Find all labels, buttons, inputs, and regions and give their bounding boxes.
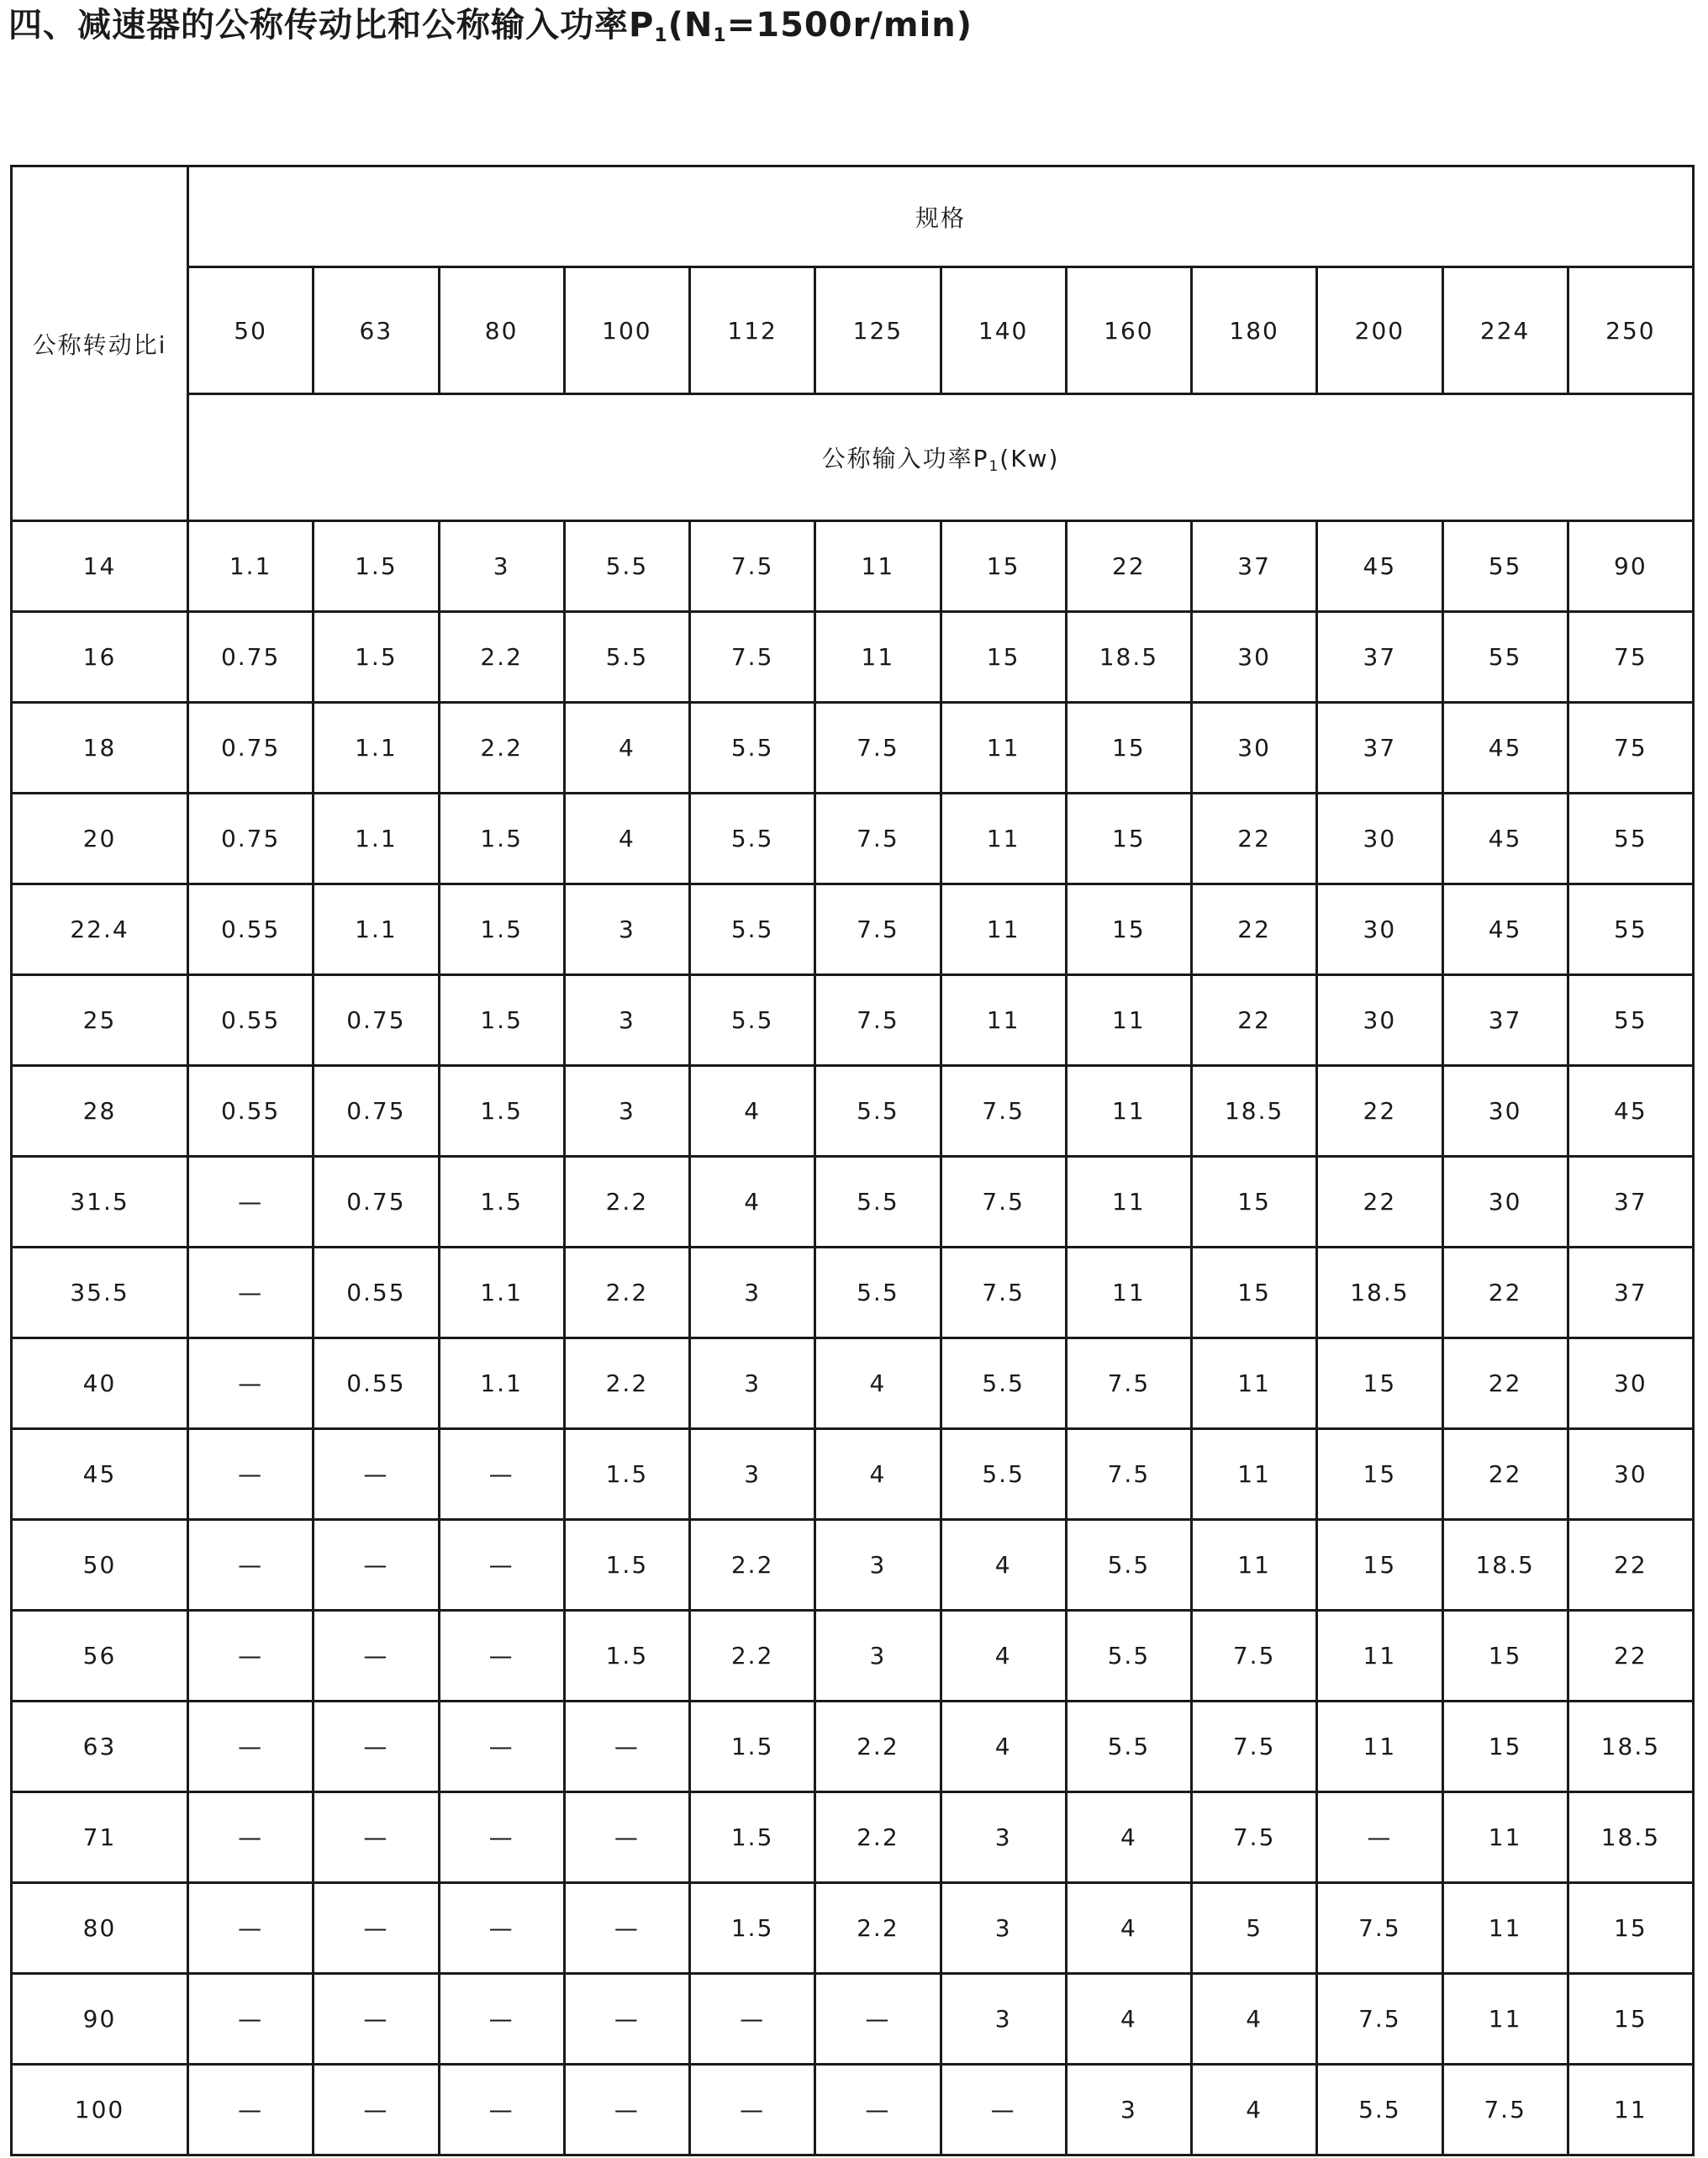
power-cell: — xyxy=(439,1429,564,1520)
ratio-cell: 50 xyxy=(12,1520,188,1611)
power-cell: 1.1 xyxy=(314,884,439,975)
power-cell: — xyxy=(1317,1792,1442,1883)
power-cell: 2.2 xyxy=(690,1520,815,1611)
power-cell: 45 xyxy=(1442,703,1568,794)
power-cell: 4 xyxy=(1066,1883,1191,1974)
power-cell: 37 xyxy=(1568,1248,1693,1338)
table-row xyxy=(12,1792,1694,1883)
table-row xyxy=(12,1520,1694,1611)
power-cell: 45 xyxy=(1442,794,1568,884)
power-cell: 45 xyxy=(1317,521,1442,612)
power-cell: 18.5 xyxy=(1192,1066,1317,1157)
power-cell: 22 xyxy=(1192,975,1317,1066)
power-cell: 0.55 xyxy=(314,1248,439,1338)
table-row xyxy=(12,1248,1694,1338)
power-cell: 4 xyxy=(941,1702,1066,1792)
power-cell: 0.75 xyxy=(314,1157,439,1248)
header-row-spec xyxy=(12,166,1694,267)
power-cell: 55 xyxy=(1568,975,1693,1066)
power-cell: — xyxy=(564,1702,689,1792)
power-cell: 3 xyxy=(564,884,689,975)
ratio-cell: 28 xyxy=(12,1066,188,1157)
table-row xyxy=(12,703,1694,794)
title-p-subscript: 1 xyxy=(654,25,668,46)
power-cell: 2.2 xyxy=(815,1792,941,1883)
power-cell: 11 xyxy=(1192,1520,1317,1611)
power-cell: 11 xyxy=(1317,1702,1442,1792)
power-cell: 2.2 xyxy=(564,1338,689,1429)
power-cell: 4 xyxy=(690,1066,815,1157)
power-cell: 1.5 xyxy=(564,1611,689,1702)
power-cell: 1.5 xyxy=(439,884,564,975)
power-cell: 22 xyxy=(1066,521,1191,612)
power-cell: — xyxy=(439,1883,564,1974)
power-cell: 37 xyxy=(1317,703,1442,794)
ratio-cell: 25 xyxy=(12,975,188,1066)
ratio-cell: 100 xyxy=(12,2065,188,2155)
power-cell: 7.5 xyxy=(1192,1702,1317,1792)
power-cell: 7.5 xyxy=(941,1066,1066,1157)
ratio-cell: 63 xyxy=(12,1702,188,1792)
power-cell: 5.5 xyxy=(1317,2065,1442,2155)
power-cell: 4 xyxy=(815,1338,941,1429)
power-cell: 11 xyxy=(1317,1611,1442,1702)
size-header-cell: 200 xyxy=(1317,267,1442,394)
title-n-subscript: 1 xyxy=(713,25,727,46)
power-cell: — xyxy=(314,2065,439,2155)
ratio-cell: 90 xyxy=(12,1974,188,2065)
power-cell: — xyxy=(564,1974,689,2065)
size-header-cell: 160 xyxy=(1066,267,1191,394)
ratio-cell: 22.4 xyxy=(12,884,188,975)
power-cell: 18.5 xyxy=(1442,1520,1568,1611)
power-cell: 3 xyxy=(815,1611,941,1702)
power-header-unit: (Kw) xyxy=(999,444,1060,472)
size-header-cell: 63 xyxy=(314,267,439,394)
power-cell: 1.1 xyxy=(439,1338,564,1429)
table-row xyxy=(12,794,1694,884)
power-cell: 22 xyxy=(1442,1429,1568,1520)
table-row xyxy=(12,1429,1694,1520)
power-cell: 30 xyxy=(1192,703,1317,794)
power-cell: 0.75 xyxy=(314,1066,439,1157)
power-cell: 5.5 xyxy=(1066,1520,1191,1611)
power-cell: 5.5 xyxy=(1066,1702,1191,1792)
ratio-cell: 16 xyxy=(12,612,188,703)
power-cell: 2.2 xyxy=(815,1702,941,1792)
power-cell: 1.5 xyxy=(314,521,439,612)
power-table-body xyxy=(12,166,1694,2155)
power-cell: — xyxy=(314,1520,439,1611)
power-cell: 11 xyxy=(1066,1248,1191,1338)
power-cell: 11 xyxy=(815,612,941,703)
power-cell: 5.5 xyxy=(815,1248,941,1338)
power-cell: 2.2 xyxy=(815,1883,941,1974)
power-cell: 11 xyxy=(1442,1974,1568,2065)
power-cell: 15 xyxy=(1066,703,1191,794)
power-header-main: 公称输入功率P xyxy=(821,444,989,472)
power-cell: — xyxy=(188,1611,314,1702)
power-cell: — xyxy=(314,1611,439,1702)
power-cell: 22 xyxy=(1317,1157,1442,1248)
power-cell: 11 xyxy=(1066,975,1191,1066)
size-header-cell: 180 xyxy=(1192,267,1317,394)
power-cell: — xyxy=(188,1429,314,1520)
ratio-header: 公称转动比i xyxy=(12,166,188,521)
power-cell: 55 xyxy=(1568,884,1693,975)
title-main: 四、减速器的公称传动比和公称输入功率P xyxy=(8,6,655,45)
power-cell: 7.5 xyxy=(690,521,815,612)
power-cell: 55 xyxy=(1442,612,1568,703)
power-cell: — xyxy=(188,1157,314,1248)
power-cell: 5.5 xyxy=(690,884,815,975)
power-cell: 30 xyxy=(1568,1429,1693,1520)
power-cell: 30 xyxy=(1568,1338,1693,1429)
power-cell: 11 xyxy=(815,521,941,612)
header-row-sizes xyxy=(12,267,1694,394)
table-row xyxy=(12,1066,1694,1157)
power-cell: 7.5 xyxy=(1317,1883,1442,1974)
table-row xyxy=(12,975,1694,1066)
table-row xyxy=(12,521,1694,612)
power-cell: 5.5 xyxy=(815,1157,941,1248)
power-cell: 15 xyxy=(1568,1883,1693,1974)
ratio-cell: 56 xyxy=(12,1611,188,1702)
power-cell: 22 xyxy=(1568,1611,1693,1702)
power-cell: 7.5 xyxy=(1066,1429,1191,1520)
power-cell: 7.5 xyxy=(815,794,941,884)
power-cell: 55 xyxy=(1568,794,1693,884)
power-cell: — xyxy=(439,1702,564,1792)
power-cell: — xyxy=(690,2065,815,2155)
power-cell: 11 xyxy=(1192,1429,1317,1520)
power-cell: — xyxy=(815,2065,941,2155)
title-speed: =1500r/min) xyxy=(726,6,973,45)
power-cell: 0.75 xyxy=(314,975,439,1066)
size-header-cell: 224 xyxy=(1442,267,1568,394)
table-row xyxy=(12,1702,1694,1792)
table-row xyxy=(12,884,1694,975)
power-cell: 11 xyxy=(941,884,1066,975)
ratio-cell: 20 xyxy=(12,794,188,884)
spec-header: 规格 xyxy=(188,166,1694,267)
power-cell: 75 xyxy=(1568,703,1693,794)
power-cell: 3 xyxy=(690,1429,815,1520)
power-cell: 4 xyxy=(941,1611,1066,1702)
power-cell: 11 xyxy=(1568,2065,1693,2155)
power-cell: 4 xyxy=(1066,1792,1191,1883)
power-cell: 0.55 xyxy=(188,975,314,1066)
power-cell: 37 xyxy=(1192,521,1317,612)
power-cell: 18.5 xyxy=(1568,1792,1693,1883)
power-cell: 7.5 xyxy=(941,1248,1066,1338)
power-cell: 3 xyxy=(564,1066,689,1157)
power-cell: 11 xyxy=(941,794,1066,884)
size-header-cell: 250 xyxy=(1568,267,1693,394)
power-cell: — xyxy=(188,1520,314,1611)
ratio-cell: 31.5 xyxy=(12,1157,188,1248)
power-cell: 30 xyxy=(1192,612,1317,703)
power-cell: 7.5 xyxy=(1317,1974,1442,2065)
power-cell: 7.5 xyxy=(1192,1611,1317,1702)
power-cell: — xyxy=(439,1520,564,1611)
power-cell: 2.2 xyxy=(439,703,564,794)
power-cell: 5.5 xyxy=(815,1066,941,1157)
power-cell: 0.55 xyxy=(188,1066,314,1157)
power-cell: 3 xyxy=(564,975,689,1066)
power-cell: — xyxy=(564,2065,689,2155)
power-cell: 4 xyxy=(1192,2065,1317,2155)
power-cell: 1.1 xyxy=(439,1248,564,1338)
power-cell: 1.5 xyxy=(690,1702,815,1792)
power-cell: 1.5 xyxy=(314,612,439,703)
power-cell: 11 xyxy=(1442,1883,1568,1974)
power-cell: — xyxy=(439,2065,564,2155)
power-cell: — xyxy=(314,1702,439,1792)
power-cell: 7.5 xyxy=(815,884,941,975)
power-cell: 5.5 xyxy=(564,521,689,612)
power-cell: 5.5 xyxy=(1066,1611,1191,1702)
power-table xyxy=(10,165,1695,2156)
power-cell: 22 xyxy=(1192,794,1317,884)
power-cell: — xyxy=(314,1429,439,1520)
size-header-cell: 80 xyxy=(439,267,564,394)
power-cell: — xyxy=(564,1792,689,1883)
power-cell: 3 xyxy=(941,1883,1066,1974)
power-cell: 11 xyxy=(941,703,1066,794)
power-cell: 45 xyxy=(1442,884,1568,975)
table-row xyxy=(12,1157,1694,1248)
size-header-cell: 125 xyxy=(815,267,941,394)
power-cell: 1.5 xyxy=(439,1066,564,1157)
power-cell: 1.1 xyxy=(314,794,439,884)
table-row xyxy=(12,1338,1694,1429)
size-header-cell: 112 xyxy=(690,267,815,394)
table-row xyxy=(12,1611,1694,1702)
power-cell: — xyxy=(941,2065,1066,2155)
power-cell: — xyxy=(439,1792,564,1883)
power-cell: 4 xyxy=(1066,1974,1191,2065)
power-cell: 30 xyxy=(1317,794,1442,884)
table-row xyxy=(12,2065,1694,2155)
ratio-cell: 80 xyxy=(12,1883,188,1974)
page-title xyxy=(8,2,973,49)
power-cell: 5 xyxy=(1192,1883,1317,1974)
power-cell: 37 xyxy=(1442,975,1568,1066)
power-cell: 2.2 xyxy=(564,1248,689,1338)
power-cell: 18.5 xyxy=(1066,612,1191,703)
power-cell: — xyxy=(690,1974,815,2065)
power-cell: — xyxy=(314,1883,439,1974)
power-cell: 37 xyxy=(1317,612,1442,703)
size-header-cell: 100 xyxy=(564,267,689,394)
power-header xyxy=(188,394,1694,521)
power-cell: 22 xyxy=(1317,1066,1442,1157)
power-cell: 15 xyxy=(1442,1611,1568,1702)
power-cell: 30 xyxy=(1317,975,1442,1066)
power-cell: — xyxy=(188,2065,314,2155)
power-cell: 15 xyxy=(1317,1520,1442,1611)
power-cell: 4 xyxy=(815,1429,941,1520)
power-cell: — xyxy=(188,1883,314,1974)
power-cell: 0.75 xyxy=(188,612,314,703)
header-row-power xyxy=(12,394,1694,521)
power-cell: 22 xyxy=(1442,1248,1568,1338)
power-cell: 15 xyxy=(941,612,1066,703)
power-cell: 22 xyxy=(1442,1338,1568,1429)
table-row xyxy=(12,1883,1694,1974)
table-row xyxy=(12,612,1694,703)
power-cell: 15 xyxy=(1066,794,1191,884)
power-cell: 7.5 xyxy=(1066,1338,1191,1429)
power-cell: 18.5 xyxy=(1317,1248,1442,1338)
power-cell: 15 xyxy=(1317,1429,1442,1520)
power-cell: 5.5 xyxy=(941,1338,1066,1429)
power-cell: 0.55 xyxy=(188,884,314,975)
power-header-subscript: 1 xyxy=(988,457,1000,475)
power-cell: 3 xyxy=(690,1248,815,1338)
power-cell: 37 xyxy=(1568,1157,1693,1248)
power-cell: — xyxy=(564,1883,689,1974)
power-cell: 4 xyxy=(1192,1974,1317,2065)
power-cell: 1.5 xyxy=(439,975,564,1066)
power-cell: 11 xyxy=(1066,1066,1191,1157)
power-cell: 15 xyxy=(1192,1248,1317,1338)
power-cell: 1.1 xyxy=(314,703,439,794)
power-cell: 4 xyxy=(564,703,689,794)
power-cell: 4 xyxy=(941,1520,1066,1611)
power-cell: 7.5 xyxy=(690,612,815,703)
power-cell: 15 xyxy=(941,521,1066,612)
power-cell: 90 xyxy=(1568,521,1693,612)
power-cell: — xyxy=(439,1974,564,2065)
power-cell: — xyxy=(188,1248,314,1338)
power-cell: 7.5 xyxy=(1192,1792,1317,1883)
power-cell: 1.5 xyxy=(439,794,564,884)
power-cell: 22 xyxy=(1192,884,1317,975)
power-cell: 11 xyxy=(1192,1338,1317,1429)
table-row xyxy=(12,1974,1694,2065)
power-cell: 15 xyxy=(1568,1974,1693,2065)
power-cell: — xyxy=(188,1974,314,2065)
power-cell: 3 xyxy=(815,1520,941,1611)
ratio-cell: 40 xyxy=(12,1338,188,1429)
power-cell: 15 xyxy=(1317,1338,1442,1429)
power-cell: 4 xyxy=(690,1157,815,1248)
power-cell: 30 xyxy=(1442,1157,1568,1248)
power-cell: 0.75 xyxy=(188,794,314,884)
power-cell: 22 xyxy=(1568,1520,1693,1611)
power-cell: 2.2 xyxy=(564,1157,689,1248)
power-cell: 2.2 xyxy=(439,612,564,703)
ratio-cell: 45 xyxy=(12,1429,188,1520)
power-cell: 4 xyxy=(564,794,689,884)
power-cell: 0.75 xyxy=(188,703,314,794)
power-cell: 1.1 xyxy=(188,521,314,612)
title-paren-open: (N xyxy=(667,6,714,45)
power-cell: 3 xyxy=(941,1974,1066,2065)
power-cell: 18.5 xyxy=(1568,1702,1693,1792)
power-cell: 11 xyxy=(1066,1157,1191,1248)
power-cell: 7.5 xyxy=(815,703,941,794)
power-cell: — xyxy=(314,1974,439,2065)
ratio-cell: 71 xyxy=(12,1792,188,1883)
power-cell: 1.5 xyxy=(439,1157,564,1248)
power-cell: 7.5 xyxy=(815,975,941,1066)
power-cell: 5.5 xyxy=(564,612,689,703)
power-cell: 3 xyxy=(941,1792,1066,1883)
power-cell: 2.2 xyxy=(690,1611,815,1702)
power-cell: — xyxy=(188,1702,314,1792)
power-cell: 5.5 xyxy=(690,703,815,794)
power-cell: — xyxy=(188,1338,314,1429)
power-cell: 0.55 xyxy=(314,1338,439,1429)
power-cell: 45 xyxy=(1568,1066,1693,1157)
power-cell: 1.5 xyxy=(690,1883,815,1974)
power-cell: 15 xyxy=(1066,884,1191,975)
power-cell: — xyxy=(815,1974,941,2065)
power-cell: 15 xyxy=(1192,1157,1317,1248)
ratio-cell: 18 xyxy=(12,703,188,794)
size-header-cell: 50 xyxy=(188,267,314,394)
ratio-cell: 14 xyxy=(12,521,188,612)
power-cell: 3 xyxy=(439,521,564,612)
power-cell: — xyxy=(188,1792,314,1883)
power-cell: 3 xyxy=(690,1338,815,1429)
power-cell: — xyxy=(439,1611,564,1702)
power-cell: 30 xyxy=(1442,1066,1568,1157)
power-cell: 1.5 xyxy=(564,1429,689,1520)
power-cell: 5.5 xyxy=(941,1429,1066,1520)
power-cell: 11 xyxy=(1442,1792,1568,1883)
ratio-cell: 35.5 xyxy=(12,1248,188,1338)
power-cell: 55 xyxy=(1442,521,1568,612)
power-cell: 7.5 xyxy=(1442,2065,1568,2155)
power-cell: 30 xyxy=(1317,884,1442,975)
power-cell: 75 xyxy=(1568,612,1693,703)
power-cell: 11 xyxy=(941,975,1066,1066)
size-header-cell: 140 xyxy=(941,267,1066,394)
power-cell: 5.5 xyxy=(690,794,815,884)
power-cell: — xyxy=(314,1792,439,1883)
power-cell: 7.5 xyxy=(941,1157,1066,1248)
power-cell: 1.5 xyxy=(564,1520,689,1611)
power-cell: 1.5 xyxy=(690,1792,815,1883)
power-cell: 3 xyxy=(1066,2065,1191,2155)
power-cell: 5.5 xyxy=(690,975,815,1066)
power-cell: 15 xyxy=(1442,1702,1568,1792)
